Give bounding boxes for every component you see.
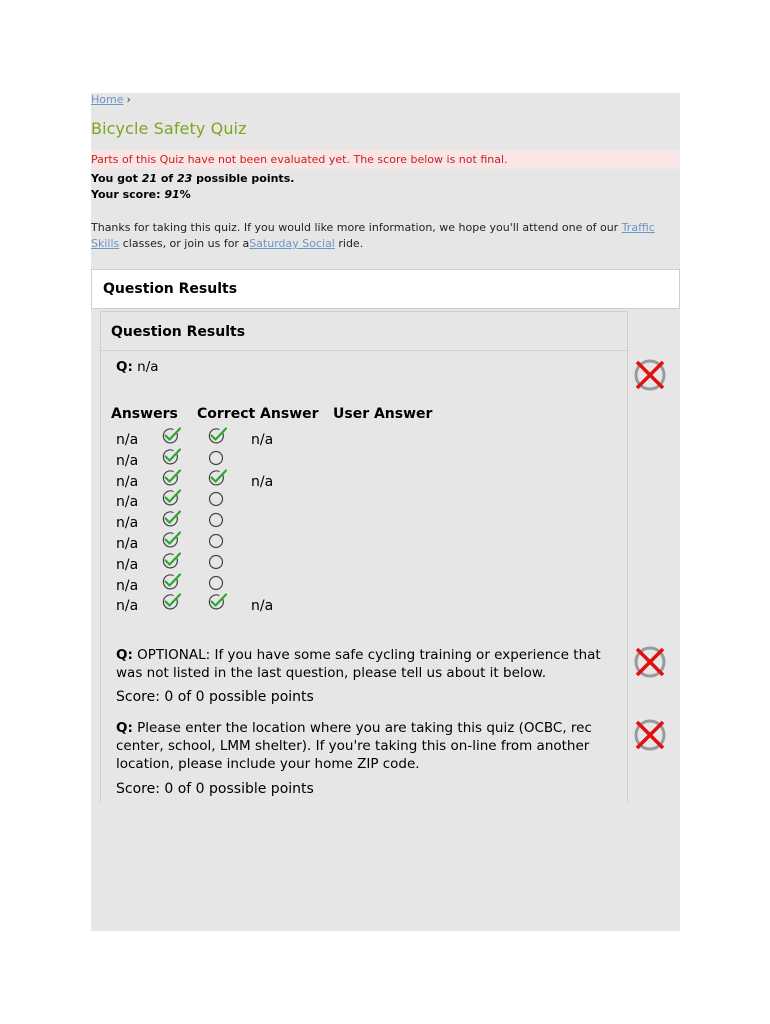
correct-answer-column-header: Correct Answer	[197, 406, 319, 422]
question-3-score: Score: 0 of 0 possible points	[116, 781, 314, 797]
results-header-title: Question Results	[103, 281, 238, 297]
points-got: 21	[141, 172, 158, 185]
wrong-cross-icon	[632, 717, 668, 757]
answer-label: n/a	[116, 494, 139, 511]
question-3: Q: Please enter the location where you are taking this quiz (OCBC, rec center, school, LMM shelter). If you're taking this on-line from another location, please include your home ZIP code.	[116, 720, 592, 772]
user-answer: n/a	[251, 473, 274, 490]
evaluation-warning: Parts of this Quiz have not been evaluated yet. The score below is not final.	[91, 150, 680, 169]
answer-label: n/a	[116, 473, 139, 490]
question-results-header	[91, 269, 680, 309]
answer-label: n/a	[116, 577, 139, 594]
question-2-score: Score: 0 of 0 possible points	[116, 689, 314, 705]
wrong-cross-icon	[632, 644, 668, 684]
answer-label: n/a	[116, 556, 139, 573]
answer-label: n/a	[116, 515, 139, 532]
inner-results-title: Question Results	[111, 324, 246, 340]
answers-column-header: Answers	[111, 406, 178, 422]
points-line: You got 21 of 23 possible points.	[91, 172, 295, 185]
percent-line: Your score: 91%	[91, 188, 191, 201]
answer-row	[101, 598, 501, 619]
user-answer: n/a	[251, 598, 274, 615]
question-1: Q: n/a	[116, 359, 159, 375]
inner-results-header	[101, 312, 627, 351]
traffic-skills-link[interactable]: Traffic Skills	[91, 221, 655, 250]
score-percent: 91	[164, 188, 180, 201]
question-results-panel	[100, 311, 628, 802]
wrong-cross-icon	[632, 357, 668, 397]
page-title: Bicycle Safety Quiz	[91, 119, 247, 138]
answer-label: n/a	[116, 598, 139, 615]
answer-label: n/a	[116, 452, 139, 469]
user-answer: n/a	[251, 432, 274, 448]
score-summary	[91, 171, 294, 203]
breadcrumb-separator: ›	[126, 93, 131, 106]
user-answer-column-header: User Answer	[333, 406, 433, 422]
answer-label: n/a	[116, 432, 139, 448]
saturday-social-link[interactable]: Saturday Social	[249, 237, 335, 250]
thanks-message: Thanks for taking this quiz. If you would like more information, we hope you'll attend one of our Traffic Skills classes, or join us for aSaturday Social ride.	[91, 221, 655, 250]
check-icon	[161, 592, 183, 616]
question-2: Q: OPTIONAL: If you have some safe cycling training or experience that was not listed in the last question, please tell us about it below.	[116, 647, 601, 681]
check-icon	[207, 592, 229, 616]
points-possible: 23	[177, 172, 193, 185]
breadcrumb-home-link[interactable]: Home	[91, 93, 124, 106]
breadcrumb	[91, 93, 131, 107]
quiz-results-page	[91, 93, 680, 931]
answer-label: n/a	[116, 536, 139, 552]
